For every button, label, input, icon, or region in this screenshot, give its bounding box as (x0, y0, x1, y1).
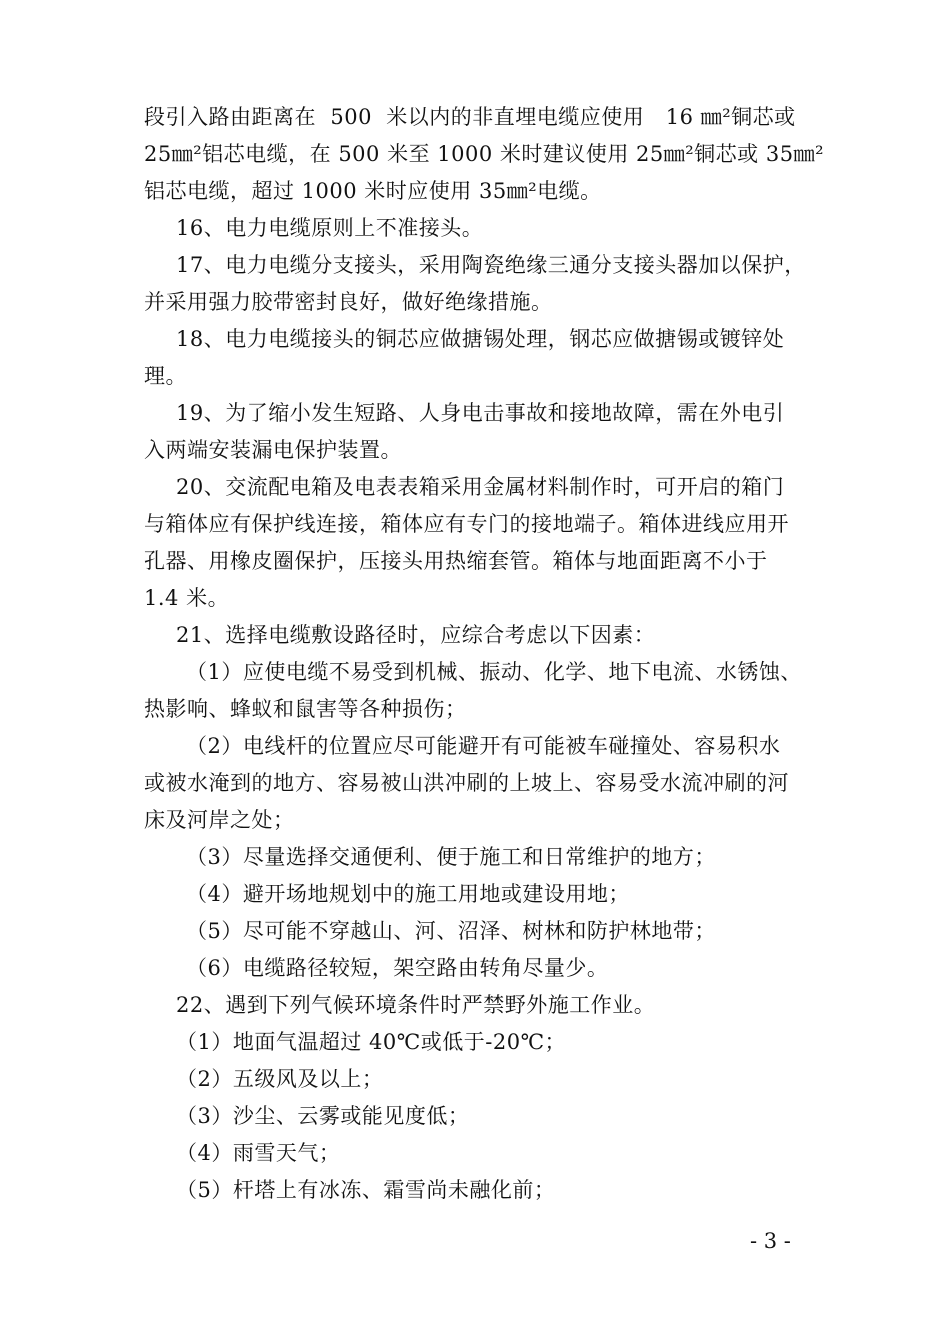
text-line: 理。 (144, 364, 187, 388)
text-line: 入两端安装漏电保护装置。 (144, 438, 402, 462)
text-line: （4）雨雪天气； (176, 1141, 341, 1165)
text-line: （2）电线杆的位置应尽可能避开有可能被车碰撞处、容易积水 (186, 734, 781, 758)
text-line: 21、选择电缆敷设路径时，应综合考虑以下因素： (176, 623, 656, 647)
page-number: - 3 - (750, 1229, 791, 1253)
text-line: 孔器、用橡皮圈保护，压接头用热缩套管。箱体与地面距离不小于 (144, 549, 768, 573)
text-line: 段引入路由距离在 500 米以内的非直埋电缆应使用 16 ㎜²铜芯或 (144, 105, 796, 129)
text-line: 22、遇到下列气候环境条件时严禁野外施工作业。 (176, 993, 656, 1017)
text-line: （3）沙尘、云雾或能见度低； (176, 1104, 470, 1128)
text-line: 16、电力电缆原则上不准接头。 (176, 216, 484, 240)
text-line: 20、交流配电箱及电表表箱采用金属材料制作时，可开启的箱门 (176, 475, 785, 499)
text-line: 或被水淹到的地方、容易被山洪冲刷的上坡上、容易受水流冲刷的河 (144, 771, 789, 795)
text-line: （5）尽可能不穿越山、河、沼泽、树林和防护林地带； (186, 919, 716, 943)
text-line: （4）避开场地规划中的施工用地或建设用地； (186, 882, 630, 906)
text-line: 铝芯电缆，超过 1000 米时应使用 35㎜²电缆。 (144, 179, 602, 203)
text-line: 25㎜²铝芯电缆，在 500 米至 1000 米时建议使用 25㎜²铜芯或 35㎜² (144, 142, 824, 166)
text-line: （5）杆塔上有冰冻、霜雪尚未融化前； (176, 1178, 556, 1202)
text-line: （2）五级风及以上； (176, 1067, 384, 1091)
text-line: （1）地面气温超过 40℃或低于-20℃； (176, 1030, 567, 1054)
text-line: 热影响、蜂蚁和鼠害等各种损伤； (144, 697, 467, 721)
text-line: 19、为了缩小发生短路、人身电击事故和接地故障，需在外电引 (176, 401, 785, 425)
text-line: 1.4 米。 (144, 586, 230, 610)
text-line: （6）电缆路径较短，架空路由转角尽量少。 (186, 956, 609, 980)
text-line: 床及河岸之处； (144, 808, 295, 832)
text-line: 17、电力电缆分支接头，采用陶瓷绝缘三通分支接头器加以保护， (176, 253, 806, 277)
text-line: 与箱体应有保护线连接，箱体应有专门的接地端子。箱体进线应用开 (144, 512, 789, 536)
text-line: （3）尽量选择交通便利、便于施工和日常维护的地方； (186, 845, 716, 869)
text-line: 18、电力电缆接头的铜芯应做搪锡处理，钢芯应做搪锡或镀锌处 (176, 327, 785, 351)
text-line: （1）应使电缆不易受到机械、振动、化学、地下电流、水锈蚀、 (186, 660, 802, 684)
text-line: 并采用强力胶带密封良好，做好绝缘措施。 (144, 290, 553, 314)
